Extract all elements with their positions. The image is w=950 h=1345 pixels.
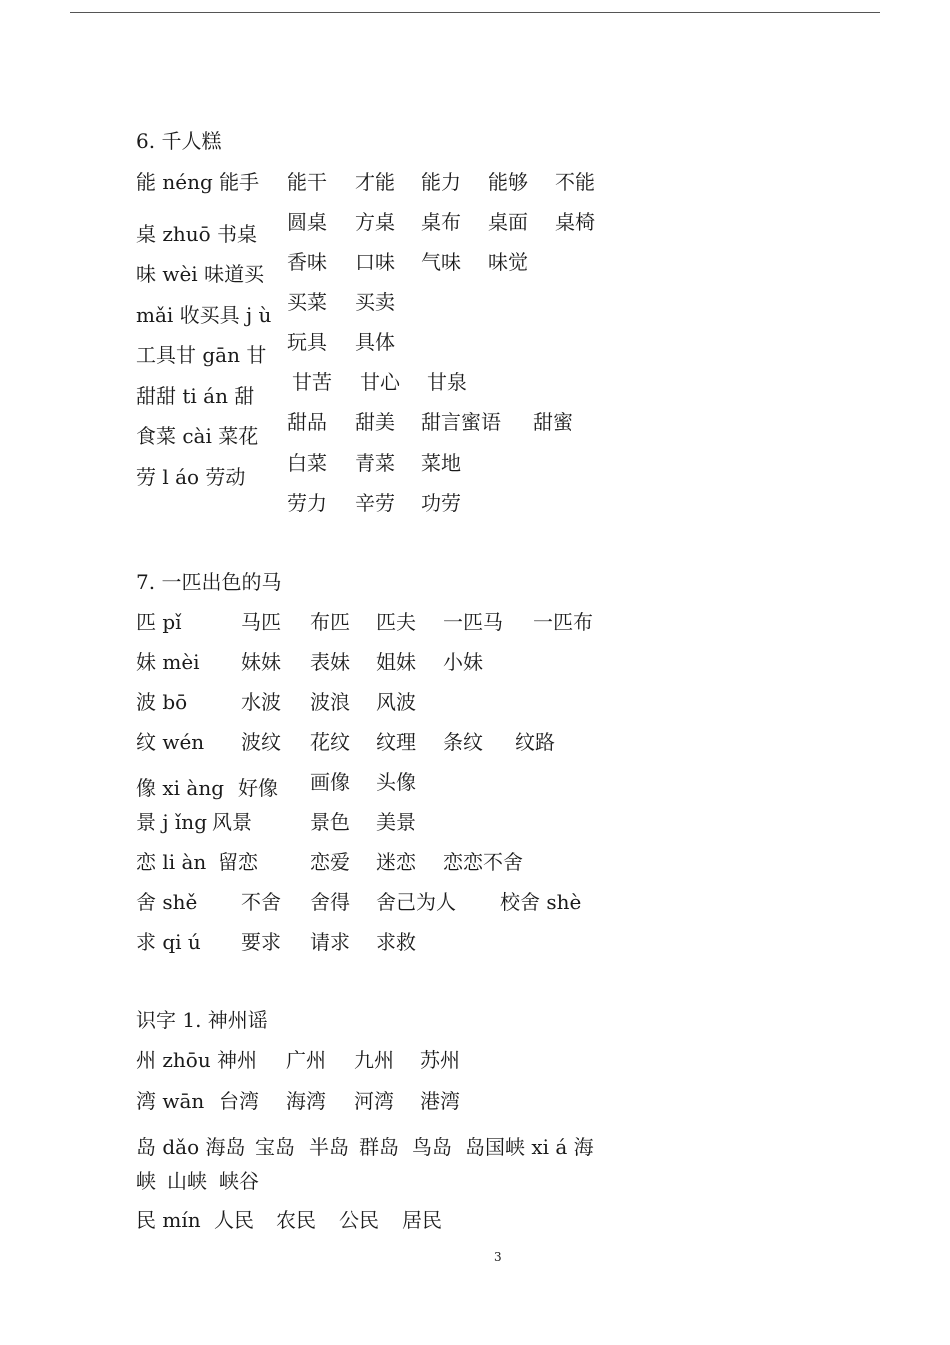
word: 河湾 (354, 1089, 394, 1113)
word: 迷恋 (376, 850, 416, 874)
word: 甜品 (287, 410, 327, 434)
word: 水波 (241, 690, 281, 714)
char-entry: 求 qi ú (136, 930, 201, 954)
word: 风波 (376, 690, 416, 714)
word: 甘苦 (292, 370, 332, 394)
char-entry: 纹 wén (136, 730, 205, 754)
word: 甜美 (355, 410, 395, 434)
word: 圆桌 (287, 210, 327, 234)
section-title: 6. 千人糕 (136, 129, 222, 153)
word: 表妹 (310, 650, 350, 674)
char-entry: 民 mín (136, 1208, 201, 1232)
word: 群岛 (359, 1135, 399, 1159)
word: 口味 (355, 250, 395, 274)
word: 公民 (339, 1208, 379, 1232)
word: 劳力 (287, 491, 327, 515)
char-entry: 波 bō (136, 690, 188, 714)
word: 不能 (555, 170, 595, 194)
word: 海湾 (286, 1089, 326, 1113)
char-entry: 湾 wān (136, 1089, 205, 1113)
word: 具体 (355, 330, 395, 354)
word: 求救 (376, 930, 416, 954)
word: 姐妹 (376, 650, 416, 674)
char-entry: 劳 l áo 劳动 (136, 465, 246, 489)
word: 留恋 (218, 850, 258, 874)
word: 校舍 shè (500, 890, 582, 914)
word: 一匹布 (533, 610, 593, 634)
char-entry: 能 néng 能手 (136, 170, 260, 194)
word: 一匹马 (443, 610, 503, 634)
word: 好像 (238, 776, 278, 800)
word: 波浪 (310, 690, 350, 714)
char-entry: 桌 zhuō 书桌 (136, 222, 258, 246)
word: 辛劳 (355, 491, 395, 515)
word: 请求 (310, 930, 350, 954)
word: 味觉 (488, 250, 528, 274)
word: 台湾 (219, 1089, 259, 1113)
word: 山峡 (167, 1169, 207, 1193)
word: 甜言蜜语 (421, 410, 501, 434)
char-entry: 妹 mèi (136, 650, 200, 674)
word: 纹理 (376, 730, 416, 754)
word: 马匹 (241, 610, 281, 634)
char-entry: mǎi 收买具 j ù (136, 303, 272, 327)
page-number: 3 (494, 1250, 502, 1264)
word: 花纹 (310, 730, 350, 754)
word: 要求 (241, 930, 281, 954)
word: 九州 (354, 1048, 394, 1072)
char-entry: 匹 pǐ (136, 610, 182, 634)
char-entry: 食菜 cài 菜花 (136, 424, 259, 448)
word: 鸟岛 (412, 1135, 452, 1159)
word: 甜蜜 (533, 410, 573, 434)
word: 买菜 (287, 290, 327, 314)
char-entry: 州 zhōu 神州 (136, 1048, 258, 1072)
word: 布匹 (310, 610, 350, 634)
word: 纹路 (515, 730, 555, 754)
word: 桌椅 (555, 210, 595, 234)
word: 桌布 (421, 210, 461, 234)
word: 波纹 (241, 730, 281, 754)
word: 农民 (276, 1208, 316, 1232)
word: 宝岛 (255, 1135, 295, 1159)
word: 头像 (376, 770, 416, 794)
word: 恋爱 (310, 850, 350, 874)
word: 香味 (287, 250, 327, 274)
word: 玩具 (287, 330, 327, 354)
word: 能力 (421, 170, 461, 194)
word: 苏州 (420, 1048, 460, 1072)
word: 人民 (214, 1208, 254, 1232)
word: 甘心 (360, 370, 400, 394)
word: 岛国峡 xi á 海 (465, 1135, 594, 1159)
word: 居民 (402, 1208, 442, 1232)
word: 白菜 (287, 451, 327, 475)
section-title: 识字 1. 神州谣 (136, 1008, 268, 1032)
word: 妹妹 (241, 650, 281, 674)
word: 小妹 (443, 650, 483, 674)
word: 菜地 (421, 451, 461, 475)
word: 买卖 (355, 290, 395, 314)
word: 广州 (286, 1048, 326, 1072)
char-entry: 舍 shě (136, 890, 198, 914)
word: 能干 (287, 170, 327, 194)
word: 方桌 (355, 210, 395, 234)
word: 美景 (376, 810, 416, 834)
header-rule (70, 12, 880, 13)
word: 峡谷 (219, 1169, 259, 1193)
section-title: 7. 一匹出色的马 (136, 570, 282, 594)
word: 条纹 (443, 730, 483, 754)
char-entry: 峡 (136, 1169, 156, 1193)
word: 半岛 (309, 1135, 349, 1159)
char-entry: 景 j ǐng (136, 810, 207, 834)
word: 画像 (310, 770, 350, 794)
word: 功劳 (421, 491, 461, 515)
char-entry: 恋 li àn (136, 850, 207, 874)
char-entry: 味 wèi 味道买 (136, 262, 265, 286)
word: 舍得 (310, 890, 350, 914)
word: 港湾 (420, 1089, 460, 1113)
word: 景色 (310, 810, 350, 834)
word: 舍己为人 (376, 890, 456, 914)
word: 才能 (355, 170, 395, 194)
word: 匹夫 (376, 610, 416, 634)
word: 恋恋不舍 (443, 850, 523, 874)
word: 能够 (488, 170, 528, 194)
char-entry: 甜甜 ti án 甜 (136, 384, 255, 408)
word: 风景 (212, 810, 252, 834)
word: 甘泉 (427, 370, 467, 394)
word: 不舍 (241, 890, 281, 914)
word: 桌面 (488, 210, 528, 234)
word: 气味 (421, 250, 461, 274)
char-entry: 岛 dǎo 海岛 (136, 1135, 246, 1159)
char-entry: 像 xi àng (136, 776, 224, 800)
char-entry: 工具甘 gān 甘 (136, 343, 267, 367)
word: 青菜 (355, 451, 395, 475)
